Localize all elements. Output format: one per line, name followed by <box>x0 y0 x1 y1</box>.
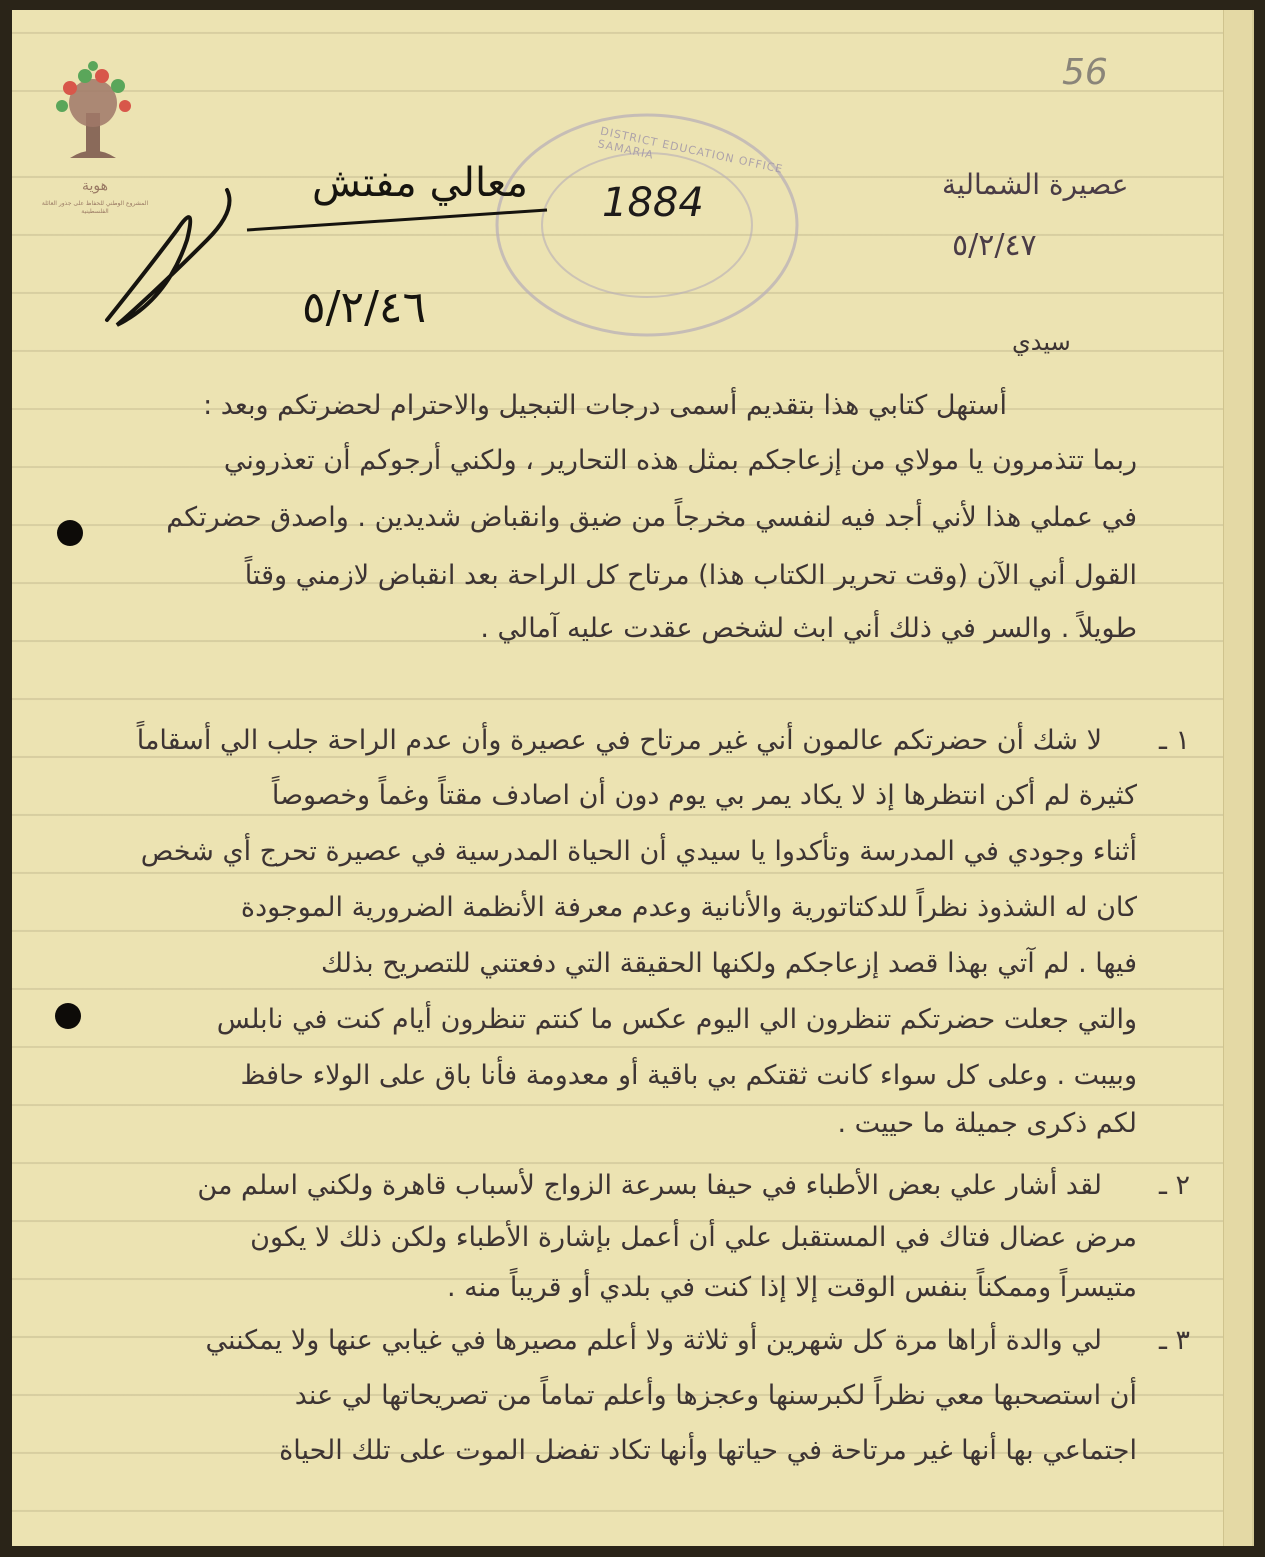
salutation: سيدي <box>1012 328 1071 356</box>
letter-date: ٥/٢/٤٧ <box>952 228 1037 263</box>
point-1-line: والتي جعلت حضرتكم تنظرون الي اليوم عكس ما كنتم تنظرون أيام كنت في نابلس <box>216 1004 1137 1035</box>
point-2-line: لقد أشار علي بعض الأطباء في حيفا بسرعة الزواج لأسباب قاهرة ولكني اسلم من <box>197 1170 1102 1201</box>
letter-page <box>12 10 1254 1546</box>
punch-hole <box>57 520 83 546</box>
logo-title: هوية <box>81 178 109 194</box>
torn-page-edge <box>1223 10 1252 1546</box>
point-3-line: أن استصحبها معي نظراً لكبرسنها وعجزها وأعلم تماماً من تصريحاتها لي عند <box>294 1380 1137 1411</box>
point-1-line: كان له الشذوذ نظراً للدكتاتورية والأنانية وعدم معرفة الأنظمة الضرورية الموجودة <box>240 892 1137 923</box>
annotation-date: ٥/٢/٤٦ <box>302 282 427 333</box>
point-3-line: لي والدة أراها مرة كل شهرين أو ثلاثة ولا أعلم مصيرها في غيابي عنها ولا يمكنني <box>205 1325 1102 1356</box>
intro-line: القول أني الآن (وقت تحرير الكتاب هذا) مرتاح كل الراحة بعد انقباض لازمني وقتاً <box>244 560 1137 591</box>
point-1-line: لكم ذكرى جميلة ما حييت . <box>837 1108 1137 1139</box>
point-2-line: مرض عضال فتاك في المستقبل علي أن أعمل بإشارة الأطباء ولكن ذلك لا يكون <box>250 1222 1137 1253</box>
intro-line: ربما تتذمرون يا مولاي من إزعاجكم بمثل هذه التحارير ، ولكني أرجوكم أن تعذروني <box>223 445 1137 476</box>
point-1-line: كثيرة لم أكن انتظرها إذ لا يكاد يمر بي يوم دون أن اصادف مقتاً وغماً وخصوصاً <box>271 780 1137 811</box>
intro-line: أستهل كتابي هذا بتقديم أسمى درجات التبجيل والاحترام لحضرتكم وبعد : <box>203 390 1007 421</box>
point-3-line: اجتماعي بها أنها غير مرتاحة في حياتها وأنها تكاد تفضل الموت على تلك الحياة <box>279 1435 1137 1466</box>
logo-subtitle: المشروع الوطني للحفاظ على جذور العائلة الفلسطينية <box>41 200 149 215</box>
stamp-text: DISTRICT EDUCATION OFFICE SAMARIA <box>596 124 785 176</box>
punch-hole <box>55 1003 81 1029</box>
point-1-line: وبيبت . وعلى كل سواء كانت ثقتكم بي باقية أو معدومة فأنا باق على الولاء حافظ <box>240 1060 1137 1091</box>
point-1-line: لا شك أن حضرتكم عالمون أني غير مرتاح في عصيرة وأن عدم الراحة جلب الي أسقاماً <box>136 725 1102 756</box>
point-marker: ٣ ـ <box>1158 1325 1190 1356</box>
intro-line: في عملي هذا لأني أجد فيه لنفسي مخرجاً من ضيق وانقباض شديدين . واصدق حضرتكم <box>166 502 1137 533</box>
point-1-line: أثناء وجودي في المدرسة وتأكدوا يا سيدي أن الحياة المدرسية في عصيرة تحرج أي شخص <box>140 836 1137 867</box>
intro-line: طويلاً . والسر في ذلك أني ابث لشخص عقدت عليه آمالي . <box>480 613 1137 644</box>
point-2-line: متيسراً وممكناً بنفس الوقت إلا إذا كنت في بلدي أو قريباً منه . <box>447 1272 1137 1303</box>
point-marker: ١ ـ <box>1158 725 1190 756</box>
point-1-line: فيها . لم آتي بهذا قصد إزعاجكم ولكنها الحقيقة التي دفعتني للتصريح بذلك <box>320 948 1137 979</box>
page-number: 56 <box>1062 52 1108 93</box>
annotation-text: معالي مفتش <box>312 160 528 206</box>
letter-place: عصيرة الشمالية <box>942 168 1129 201</box>
reference-number: 1884 <box>602 180 704 226</box>
point-marker: ٢ ـ <box>1158 1170 1190 1201</box>
